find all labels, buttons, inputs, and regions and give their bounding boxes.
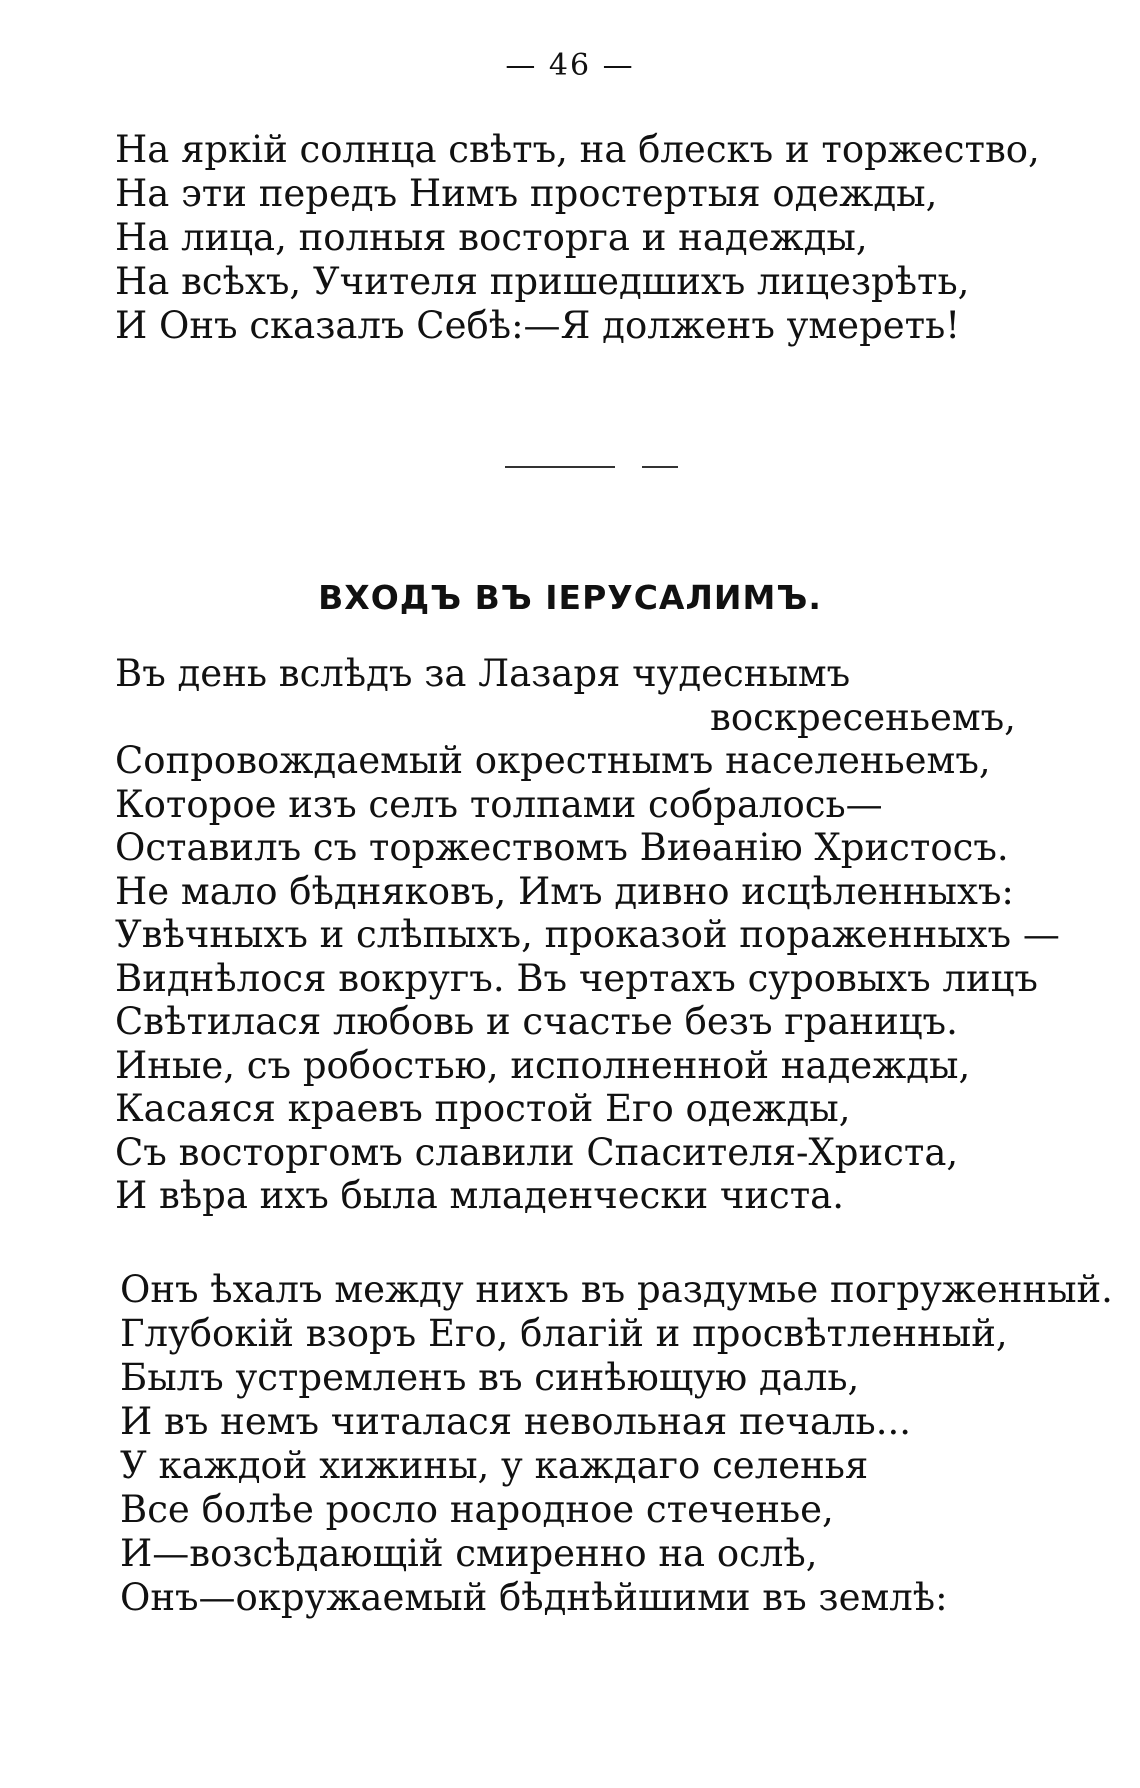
verse-line-continuation: воскресеньемъ, <box>710 695 1016 739</box>
verse-line: Сопровождаемый окрестнымъ населеньемъ, <box>115 739 991 782</box>
verse-line: Все болѣе росло народное стеченье, <box>120 1488 834 1531</box>
verse-line: Оставилъ съ торжествомъ Виѳанію Христосъ. <box>115 826 1009 869</box>
poem-stanza-1 <box>115 652 1060 1218</box>
verse-line: На всѣхъ, Учителя пришедшихъ лицезрѣть, <box>115 260 970 303</box>
verse-line: Онъ—окружаемый бѣднѣйшими въ землѣ: <box>120 1576 948 1619</box>
verse-line: И Онъ сказалъ Себѣ:—Я долженъ умереть! <box>115 304 961 347</box>
verse-line: И въ немъ читалася невольная печаль... <box>120 1400 911 1443</box>
verse-line: Онъ ѣхалъ между нихъ въ раздумье погруженный. <box>120 1268 1113 1311</box>
verse-line: Иные, съ робостью, исполненной надежды, <box>115 1043 971 1087</box>
verse-line: Глубокій взоръ Его, благій и просвѣтленный, <box>120 1312 1008 1355</box>
verse-line: На лица, полныя восторга и надежды, <box>115 216 868 259</box>
poem-title: ВХОДЪ ВЪ ІЕРУСАЛИМЪ. <box>318 578 822 617</box>
verse-line: На эти передъ Нимъ простертыя одежды, <box>115 172 938 215</box>
verse-line: У каждой хижины, у каждаго селенья <box>120 1444 869 1487</box>
verse-line: Виднѣлося вокругъ. Въ чертахъ суровыхъ лицъ <box>115 956 1038 1000</box>
verse-line: Не мало бѣдняковъ, Имъ дивно исцѣленныхъ: <box>115 869 1014 913</box>
verse-line: Былъ устремленъ въ синѣющую даль, <box>120 1356 860 1399</box>
verse-line: Свѣтилася любовь и счастье безъ границъ. <box>115 1000 958 1043</box>
previous-poem-ending <box>115 128 1040 348</box>
verse-line: И—возсѣдающій смиренно на ослѣ, <box>120 1532 818 1575</box>
poem-stanza-2 <box>120 1268 1113 1620</box>
verse-line: Съ восторгомъ славили Спасителя-Христа, <box>115 1130 959 1174</box>
separator-dash <box>642 466 678 468</box>
separator-dash <box>505 466 615 468</box>
verse-line: Увѣчныхъ и слѣпыхъ, проказой пораженныхъ — <box>115 913 1060 956</box>
section-separator <box>505 466 680 468</box>
verse-line: Которое изъ селъ толпами собралось— <box>115 782 883 826</box>
verse-line: Касаяся краевъ простой Его одежды, <box>115 1087 851 1130</box>
verse-line: И вѣра ихъ была младенчески чиста. <box>115 1174 844 1217</box>
verse-line: Въ день вслѣдъ за Лазаря чудеснымъ <box>115 652 851 695</box>
page-number: — 46 — <box>505 48 635 83</box>
verse-line: На яркій солнца свѣтъ, на блескъ и торжество, <box>115 128 1040 171</box>
